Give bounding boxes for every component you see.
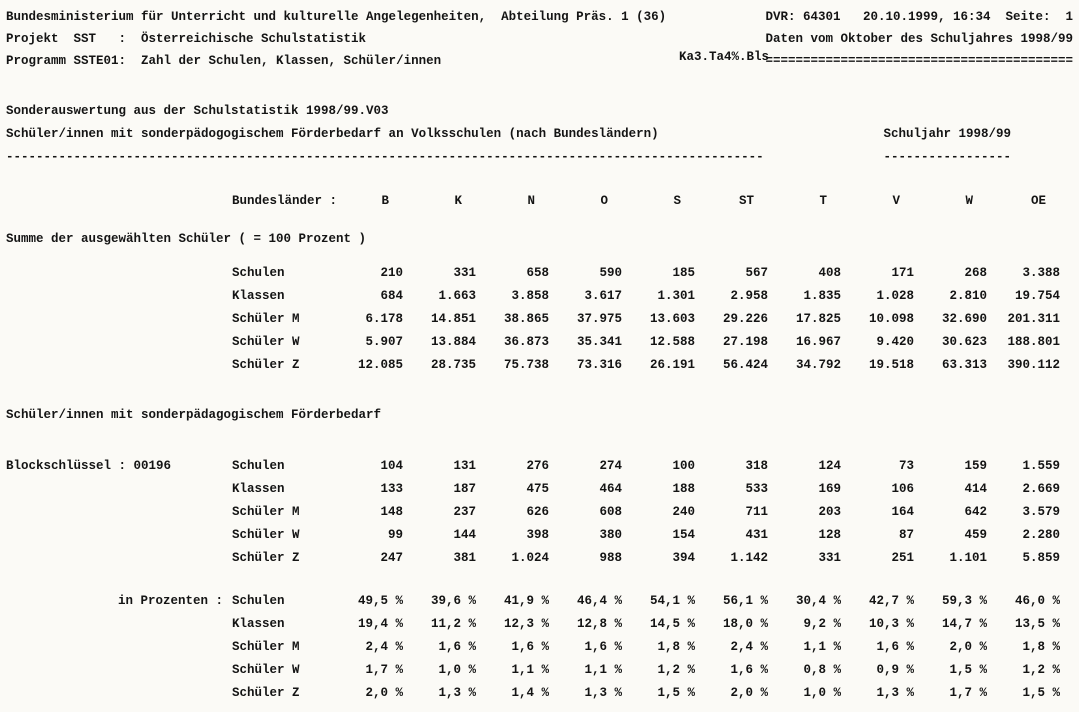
value-cell: 13.603 <box>649 312 695 326</box>
value-cell: 567 <box>745 266 768 280</box>
value-cell: 1,5 % <box>949 663 987 677</box>
section-summe-heading: Summe der ausgewählten Schüler ( = 100 Prozent ) <box>6 232 367 246</box>
value-cell: 63.313 <box>941 358 987 372</box>
in-prozenten-label: in Prozenten : <box>118 594 224 608</box>
project-label: Projekt SST : Österreichische Schulstatistik <box>6 32 367 46</box>
value-cell: 16.967 <box>795 335 841 349</box>
value-cell: 13.884 <box>430 335 476 349</box>
value-cell: 2.810 <box>949 289 987 303</box>
value-cell: 390.112 <box>1007 358 1060 372</box>
file-reference: Ka3.Ta4%.Bls <box>679 50 770 64</box>
value-cell: 46,4 % <box>576 594 622 608</box>
value-cell: 133 <box>380 482 403 496</box>
table-row <box>232 308 1060 331</box>
data-source-label: Daten vom Oktober des Schuljahres 1998/99 <box>765 32 1073 46</box>
value-cell: 49,5 % <box>357 594 403 608</box>
value-cell: 240 <box>672 505 695 519</box>
value-cell: 1,2 % <box>1022 663 1060 677</box>
row-label: Schüler Z <box>232 358 300 372</box>
value-cell: 394 <box>672 551 695 565</box>
value-cell: 684 <box>380 289 403 303</box>
value-cell: 331 <box>818 551 841 565</box>
value-cell: 1.101 <box>949 551 987 565</box>
row-label: Klassen <box>232 617 285 631</box>
value-cell: 6.178 <box>365 312 403 326</box>
value-cell: 2,0 % <box>730 686 768 700</box>
value-cell: 56.424 <box>722 358 768 372</box>
value-cell: 104 <box>380 459 403 473</box>
value-cell: 2,0 % <box>949 640 987 654</box>
table-row <box>232 331 1060 354</box>
value-cell: 32.690 <box>941 312 987 326</box>
bundeslaender-label: Bundesländer : <box>232 194 338 208</box>
value-cell: 12,8 % <box>576 617 622 631</box>
value-cell: 988 <box>599 551 622 565</box>
value-cell: 12,3 % <box>503 617 549 631</box>
value-cell: 3.858 <box>511 289 549 303</box>
value-cell: 1,1 % <box>584 663 622 677</box>
blockschluessel-label: Blockschlüssel : 00196 <box>6 459 172 473</box>
value-cell: 19,4 % <box>357 617 403 631</box>
value-cell: 164 <box>891 505 914 519</box>
value-cell: 251 <box>891 551 914 565</box>
value-cell: 1,3 % <box>876 686 914 700</box>
value-cell: 398 <box>526 528 549 542</box>
value-cell: 169 <box>818 482 841 496</box>
value-cell: 247 <box>380 551 403 565</box>
value-cell: 201.311 <box>1007 312 1060 326</box>
value-cell: 1,0 % <box>803 686 841 700</box>
value-cell: 464 <box>599 482 622 496</box>
value-cell: 12.588 <box>649 335 695 349</box>
value-cell: 9,2 % <box>803 617 841 631</box>
row-label: Klassen <box>232 289 285 303</box>
value-cell: 41,9 % <box>503 594 549 608</box>
value-cell: 29.226 <box>722 312 768 326</box>
value-cell: 3.388 <box>1022 266 1060 280</box>
value-cell: 642 <box>964 505 987 519</box>
value-cell: 1.301 <box>657 289 695 303</box>
value-cell: 1,1 % <box>803 640 841 654</box>
row-label: Schüler W <box>232 528 300 542</box>
value-cell: 14.851 <box>430 312 476 326</box>
value-cell: 1.835 <box>803 289 841 303</box>
value-cell: 124 <box>818 459 841 473</box>
report-title-line1: Sonderauswertung aus der Schulstatistik 1998/99.V03 <box>6 104 389 118</box>
value-cell: 237 <box>453 505 476 519</box>
value-cell: 131 <box>453 459 476 473</box>
value-cell: 608 <box>599 505 622 519</box>
report-header <box>6 6 1073 72</box>
value-cell: 2.958 <box>730 289 768 303</box>
value-cell: 2,4 % <box>365 640 403 654</box>
value-cell: 38.865 <box>503 312 549 326</box>
value-cell: 1,6 % <box>730 663 768 677</box>
value-cell: 1.024 <box>511 551 549 565</box>
table-row <box>232 354 1060 377</box>
value-cell: 1,7 % <box>365 663 403 677</box>
value-cell: 10,3 % <box>868 617 914 631</box>
row-label: Schüler M <box>232 312 300 326</box>
school-year-label: Schuljahr 1998/99 <box>883 127 1011 141</box>
value-cell: 75.738 <box>503 358 549 372</box>
value-cell: 1,8 % <box>657 640 695 654</box>
value-cell: 1,6 % <box>584 640 622 654</box>
value-cell: 37.975 <box>576 312 622 326</box>
value-cell: 381 <box>453 551 476 565</box>
value-cell: 1,3 % <box>438 686 476 700</box>
row-label: Schüler W <box>232 663 300 677</box>
value-cell: 28.735 <box>430 358 476 372</box>
column-header-oe: OE <box>1030 194 1046 208</box>
column-header-v: V <box>892 194 900 208</box>
value-cell: 1,6 % <box>511 640 549 654</box>
value-cell: 1.142 <box>730 551 768 565</box>
section-prozent-rows <box>232 590 1060 705</box>
value-cell: 148 <box>380 505 403 519</box>
value-cell: 1,5 % <box>1022 686 1060 700</box>
row-label: Schüler Z <box>232 551 300 565</box>
value-cell: 1,8 % <box>1022 640 1060 654</box>
value-cell: 475 <box>526 482 549 496</box>
report-title-block <box>6 100 1073 169</box>
column-header-row <box>232 190 1060 213</box>
section-foerderbedarf-heading: Schüler/innen mit sonderpädagogischem Förderbedarf <box>6 408 382 422</box>
value-cell: 3.579 <box>1022 505 1060 519</box>
table-row <box>232 636 1060 659</box>
column-header-block <box>232 190 1060 213</box>
row-label: Klassen <box>232 482 285 496</box>
value-cell: 128 <box>818 528 841 542</box>
dvr-date-page: DVR: 64301 20.10.1999, 16:34 Seite: 1 <box>765 10 1073 24</box>
value-cell: 9.420 <box>876 335 914 349</box>
section-summe-rows <box>232 262 1060 377</box>
value-cell: 73.316 <box>576 358 622 372</box>
value-cell: 533 <box>745 482 768 496</box>
value-cell: 626 <box>526 505 549 519</box>
value-cell: 188.801 <box>1007 335 1060 349</box>
table-row <box>232 547 1060 570</box>
table-row <box>232 285 1060 308</box>
column-header-o: O <box>600 194 608 208</box>
value-cell: 42,7 % <box>868 594 914 608</box>
row-label: Schulen <box>232 266 285 280</box>
value-cell: 187 <box>453 482 476 496</box>
value-cell: 331 <box>453 266 476 280</box>
value-cell: 27.198 <box>722 335 768 349</box>
table-row <box>232 262 1060 285</box>
column-header-w: W <box>965 194 973 208</box>
value-cell: 34.792 <box>795 358 841 372</box>
value-cell: 2,4 % <box>730 640 768 654</box>
value-cell: 2.280 <box>1022 528 1060 542</box>
table-row <box>232 478 1060 501</box>
value-cell: 3.617 <box>584 289 622 303</box>
value-cell: 1,6 % <box>876 640 914 654</box>
report-subtitle: Schüler/innen mit sonderpädogogischem Förderbedarf an Volksschulen (nach Bundesländern) <box>6 127 659 141</box>
title-divider-right: ----------------- <box>883 150 1011 164</box>
value-cell: 36.873 <box>503 335 549 349</box>
table-row <box>232 590 1060 613</box>
header-line-2 <box>6 28 1073 50</box>
value-cell: 87 <box>898 528 914 542</box>
header-line-3 <box>6 50 1073 72</box>
value-cell: 19.518 <box>868 358 914 372</box>
column-header-st: ST <box>738 194 754 208</box>
value-cell: 1,7 % <box>949 686 987 700</box>
value-cell: 1,5 % <box>657 686 695 700</box>
column-header-b: B <box>381 194 389 208</box>
value-cell: 203 <box>818 505 841 519</box>
row-label: Schüler M <box>232 505 300 519</box>
value-cell: 0,9 % <box>876 663 914 677</box>
ministry-title: Bundesministerium für Unterricht und kulturelle Angelegenheiten, Abteilung Präs. 1 (36) <box>6 10 667 24</box>
value-cell: 2.669 <box>1022 482 1060 496</box>
column-header-n: N <box>527 194 535 208</box>
value-cell: 18,0 % <box>722 617 768 631</box>
value-cell: 56,1 % <box>722 594 768 608</box>
value-cell: 13,5 % <box>1014 617 1060 631</box>
report-title-line2-row <box>6 123 1073 146</box>
header-line-1 <box>6 6 1073 28</box>
value-cell: 46,0 % <box>1014 594 1060 608</box>
value-cell: 318 <box>745 459 768 473</box>
value-cell: 10.098 <box>868 312 914 326</box>
value-cell: 1,0 % <box>438 663 476 677</box>
title-divider-left: ----------------------------------------------------------------------------------------------------- <box>6 150 764 164</box>
value-cell: 1.663 <box>438 289 476 303</box>
value-cell: 408 <box>818 266 841 280</box>
row-label: Schüler W <box>232 335 300 349</box>
value-cell: 590 <box>599 266 622 280</box>
value-cell: 274 <box>599 459 622 473</box>
value-cell: 35.341 <box>576 335 622 349</box>
row-label: Schüler M <box>232 640 300 654</box>
value-cell: 54,1 % <box>649 594 695 608</box>
value-cell: 414 <box>964 482 987 496</box>
column-header-k: K <box>454 194 462 208</box>
column-header-t: T <box>819 194 827 208</box>
value-cell: 459 <box>964 528 987 542</box>
value-cell: 1.028 <box>876 289 914 303</box>
value-cell: 1,4 % <box>511 686 549 700</box>
value-cell: 380 <box>599 528 622 542</box>
value-cell: 154 <box>672 528 695 542</box>
value-cell: 276 <box>526 459 549 473</box>
value-cell: 185 <box>672 266 695 280</box>
value-cell: 17.825 <box>795 312 841 326</box>
value-cell: 210 <box>380 266 403 280</box>
value-cell: 59,3 % <box>941 594 987 608</box>
value-cell: 30,4 % <box>795 594 841 608</box>
value-cell: 1,1 % <box>511 663 549 677</box>
value-cell: 11,2 % <box>430 617 476 631</box>
column-header-s: S <box>673 194 681 208</box>
value-cell: 39,6 % <box>430 594 476 608</box>
row-label: Schüler Z <box>232 686 300 700</box>
table-row <box>232 524 1060 547</box>
value-cell: 658 <box>526 266 549 280</box>
value-cell: 19.754 <box>1014 289 1060 303</box>
value-cell: 188 <box>672 482 695 496</box>
value-cell: 5.907 <box>365 335 403 349</box>
value-cell: 99 <box>387 528 403 542</box>
row-label: Schulen <box>232 459 285 473</box>
value-cell: 100 <box>672 459 695 473</box>
program-label: Programm SSTE01: Zahl der Schulen, Klassen, Schüler/innen <box>6 54 442 68</box>
title-divider-row <box>6 146 1073 169</box>
value-cell: 431 <box>745 528 768 542</box>
value-cell: 1,2 % <box>657 663 695 677</box>
header-double-rule: ========================================= <box>765 54 1073 68</box>
section-foerderbedarf-rows <box>232 455 1060 570</box>
value-cell: 14,7 % <box>941 617 987 631</box>
value-cell: 30.623 <box>941 335 987 349</box>
table-row <box>232 501 1060 524</box>
value-cell: 1.559 <box>1022 459 1060 473</box>
value-cell: 73 <box>898 459 914 473</box>
value-cell: 1,3 % <box>584 686 622 700</box>
table-row <box>232 659 1060 682</box>
table-row <box>232 682 1060 705</box>
value-cell: 144 <box>453 528 476 542</box>
value-cell: 171 <box>891 266 914 280</box>
value-cell: 711 <box>745 505 768 519</box>
value-cell: 106 <box>891 482 914 496</box>
value-cell: 14,5 % <box>649 617 695 631</box>
value-cell: 159 <box>964 459 987 473</box>
value-cell: 12.085 <box>357 358 403 372</box>
value-cell: 268 <box>964 266 987 280</box>
value-cell: 1,6 % <box>438 640 476 654</box>
row-label: Schulen <box>232 594 285 608</box>
value-cell: 5.859 <box>1022 551 1060 565</box>
value-cell: 0,8 % <box>803 663 841 677</box>
value-cell: 2,0 % <box>365 686 403 700</box>
value-cell: 26.191 <box>649 358 695 372</box>
table-row <box>232 455 1060 478</box>
table-row <box>232 613 1060 636</box>
